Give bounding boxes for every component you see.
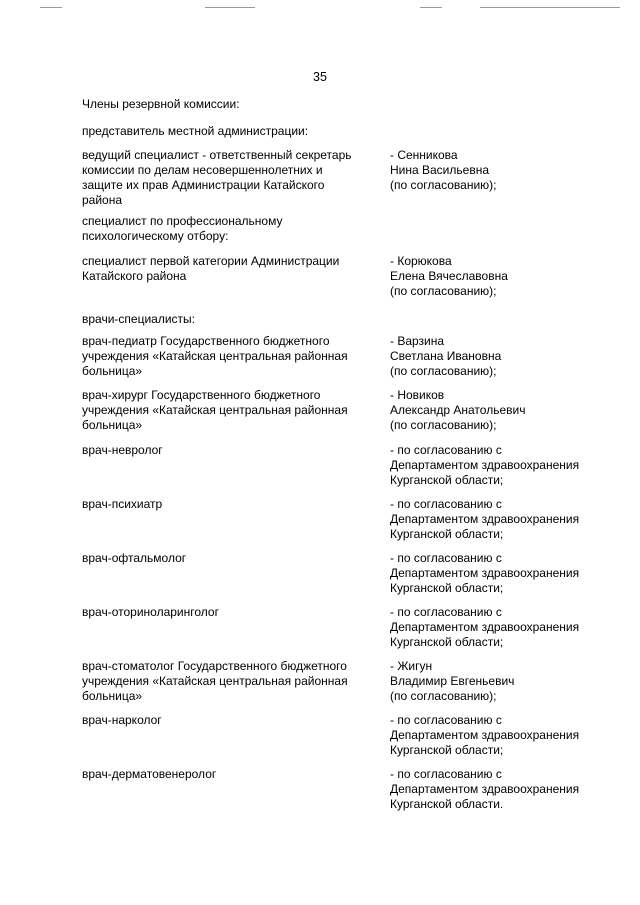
admin-representative-heading: представитель местной администрации: [82,124,309,138]
scan-artifact-line [40,7,62,8]
scan-artifact-line [205,7,255,8]
member-name: - по согласованию с Департаментом здравоохранения Курганской области; [390,443,580,487]
member-position: врач-хирург Государственного бюджетного учреждения «Катайская центральная районная больница» [82,388,348,432]
member-name: - по согласованию с Департаментом здравоохранения Курганской области; [390,551,580,595]
member-position: специалист по профессиональному психологическому отбору: [82,214,283,243]
member-name: - по согласованию с Департаментом здравоохранения Курганской области. [390,767,580,811]
member-position: ведущий специалист - ответственный секретарь комиссии по делам несовершеннолетних и защите их прав Администрации Катайского района [82,148,352,207]
member-name: - Корюкова Елена Вячеславовна (по согласованию); [390,254,508,298]
reserve-commission-heading: Члены резервной комиссии: [82,97,240,111]
doctors-heading: врачи-специалисты: [82,312,195,326]
member-name: - по согласованию с Департаментом здравоохранения Курганской области; [390,713,580,757]
member-position: врач-оториноларинголог [82,605,219,619]
member-position: врач-дерматовенеролог [82,767,217,781]
member-name: - Жигун Владимир Евгеньевич (по согласованию); [390,659,515,703]
member-name: - по согласованию с Департаментом здравоохранения Курганской области; [390,497,580,541]
member-name: - по согласованию с Департаментом здравоохранения Курганской области; [390,605,580,649]
scan-artifact-line [420,7,442,8]
member-position: врач-офтальмолог [82,551,187,565]
member-position: врач-невролог [82,443,163,457]
page-number: 35 [313,70,327,84]
member-position: врач-педиатр Государственного бюджетного учреждения «Катайская центральная районная больница» [82,334,348,378]
member-name: - Сенникова Нина Васильевна (по согласованию); [390,148,497,192]
member-position: врач-стоматолог Государственного бюджетного учреждения «Катайская центральная районная больница» [82,659,348,703]
member-name: - Новиков Александр Анатольевич (по согласованию); [390,388,526,432]
member-position: врач-психиатр [82,497,163,511]
member-position: специалист первой категории Администрации Катайского района [82,254,340,283]
scan-artifact-line [480,7,620,8]
member-name: - Варзина Светлана Ивановна (по согласованию); [390,334,502,378]
member-position: врач-нарколог [82,713,162,727]
